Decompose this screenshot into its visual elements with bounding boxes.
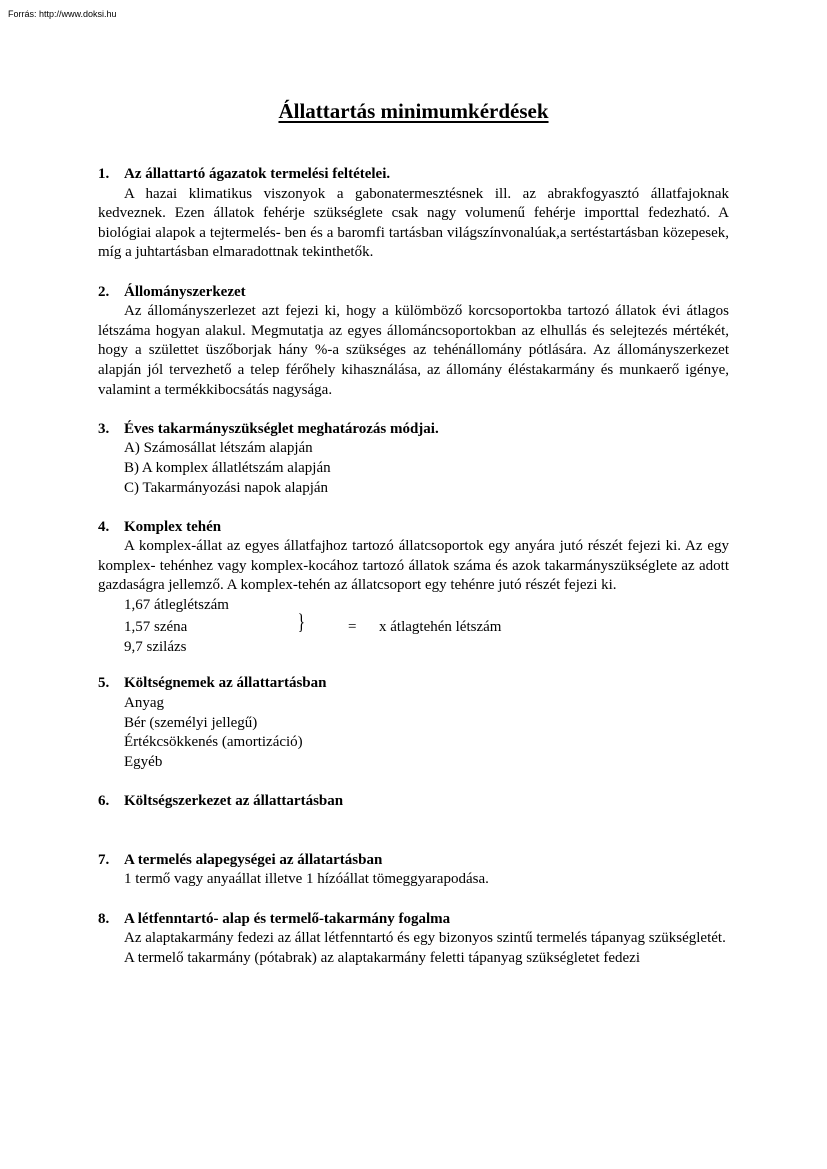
section-heading — [98, 283, 729, 303]
section-1 — [98, 165, 729, 263]
section-paragraph: Az alaptakarmány fedezi az állat létfenntartó és egy bizonyos szintű termelés tápanyag szükségletét. — [124, 930, 726, 947]
formula-line: 1,57 széna — [124, 619, 188, 636]
section-number: 3. — [98, 420, 110, 437]
section-4 — [98, 518, 729, 655]
section-5 — [98, 674, 729, 772]
list-item: A) Számosállat létszám alapján — [124, 440, 313, 457]
section-6 — [98, 792, 729, 831]
section-title: Éves takarmányszükséglet meghatározás módjai. — [124, 420, 439, 437]
section-heading — [98, 420, 729, 440]
section-heading — [98, 910, 729, 930]
page-title: Állattartás minimumkérdések — [278, 99, 549, 123]
section-number: 6. — [98, 793, 110, 810]
list-item: C) Takarmányozási napok alapján — [124, 479, 329, 496]
section-paragraph: A komplex-állat az egyes állatfajhoz tartozó állatcsoportok egy anyára jutó részét fejezi ki. Az egy komplex- tehénhez vagy komplex-kocához tartozó állatok száma és azok takarmányszükséglete az adott gazdaságra jellemző. A komplex-tehén az állatcsoport egy tehénre jutó részét fejezi ki. — [98, 538, 729, 594]
section-title: Költségnemek az állattartásban — [124, 675, 327, 692]
section-paragraph: A termelő takarmány (pótabrak) az alaptakarmány feletti tápanyag szükségletet fedezi — [124, 949, 641, 966]
formula-block — [98, 596, 729, 655]
document-body — [98, 165, 729, 988]
source-note: Forrás: http://www.doksi.hu — [8, 9, 117, 19]
section-heading — [98, 851, 729, 871]
section-3 — [98, 420, 729, 498]
list-item: Egyéb — [124, 753, 163, 770]
formula-line: 9,7 szilázs — [124, 639, 187, 656]
section-number: 1. — [98, 166, 110, 182]
section-heading — [98, 674, 729, 694]
section-number: 8. — [98, 910, 110, 927]
section-paragraph: Az állományszerlezet azt fejezi ki, hogy a külömböző korcsoportokba tartozó állatok évi átlagos létszáma hogyan alakul. Megmutatja az egyes állománcsoportokban az elhullás és selejtezés mértékét, hogy a születtet üszőborjak hány %-a szükséges az tehénállomány pótlására. Az állományszerkezet alapján jól tervezhető a telep férőhely kihasználása, az állomány éléstakarmány és munkaerő igénye, valamint a termékkibocsátás nagysága. — [98, 303, 729, 398]
list-item: B) A komplex állatlétszám alapján — [124, 459, 331, 476]
section-title: A létfenntartó- alap és termelő-takarmány fogalma — [124, 910, 451, 927]
brace-symbol: } — [297, 609, 305, 635]
section-title: Komplex tehén — [124, 518, 222, 535]
section-title: A termelés alapegységei az állatartásban — [124, 851, 383, 868]
section-number: 4. — [98, 518, 110, 535]
section-paragraph: A hazai klimatikus viszonyok a gabonatermesztésnek ill. az abrakfogyasztó állatfajoknak kedveznek. Ezen állatok fehérje szükséglete csak nagy volumenű fehérje importtal fedezható. A biológiai alapok a tejtermelés- ben és a baromfi tartásban világszínvonalúak,a sertéstartásban közepesek, míg a juhtartásban elmaradottnak tekinthetők. — [98, 185, 729, 261]
list-item: Értékcsökkenés (amortizáció) — [124, 734, 303, 751]
formula-result: x átlagtehén létszám — [379, 619, 502, 636]
section-number: 2. — [98, 283, 110, 300]
list-item: Bér (személyi jellegű) — [124, 714, 258, 731]
section-title: Az állattartó ágazatok termelési feltételei. — [124, 166, 391, 182]
section-7 — [98, 851, 729, 890]
section-number: 5. — [98, 675, 110, 692]
equals-sign: = — [348, 619, 357, 636]
list-item: Anyag — [124, 695, 164, 712]
section-title: Állományszerkezet — [124, 283, 246, 300]
list-item: 1 termő vagy anyaállat illetve 1 hízóállat tömeggyarapodása. — [124, 871, 489, 888]
section-8 — [98, 910, 729, 969]
section-heading — [98, 792, 729, 812]
section-title: Költségszerkezet az állattartásban — [124, 793, 344, 810]
blank-space — [98, 812, 729, 832]
section-number: 7. — [98, 851, 110, 868]
section-heading — [98, 165, 729, 185]
formula-line: 1,67 átleglétszám — [124, 597, 229, 614]
section-2 — [98, 283, 729, 401]
section-heading — [98, 518, 729, 538]
